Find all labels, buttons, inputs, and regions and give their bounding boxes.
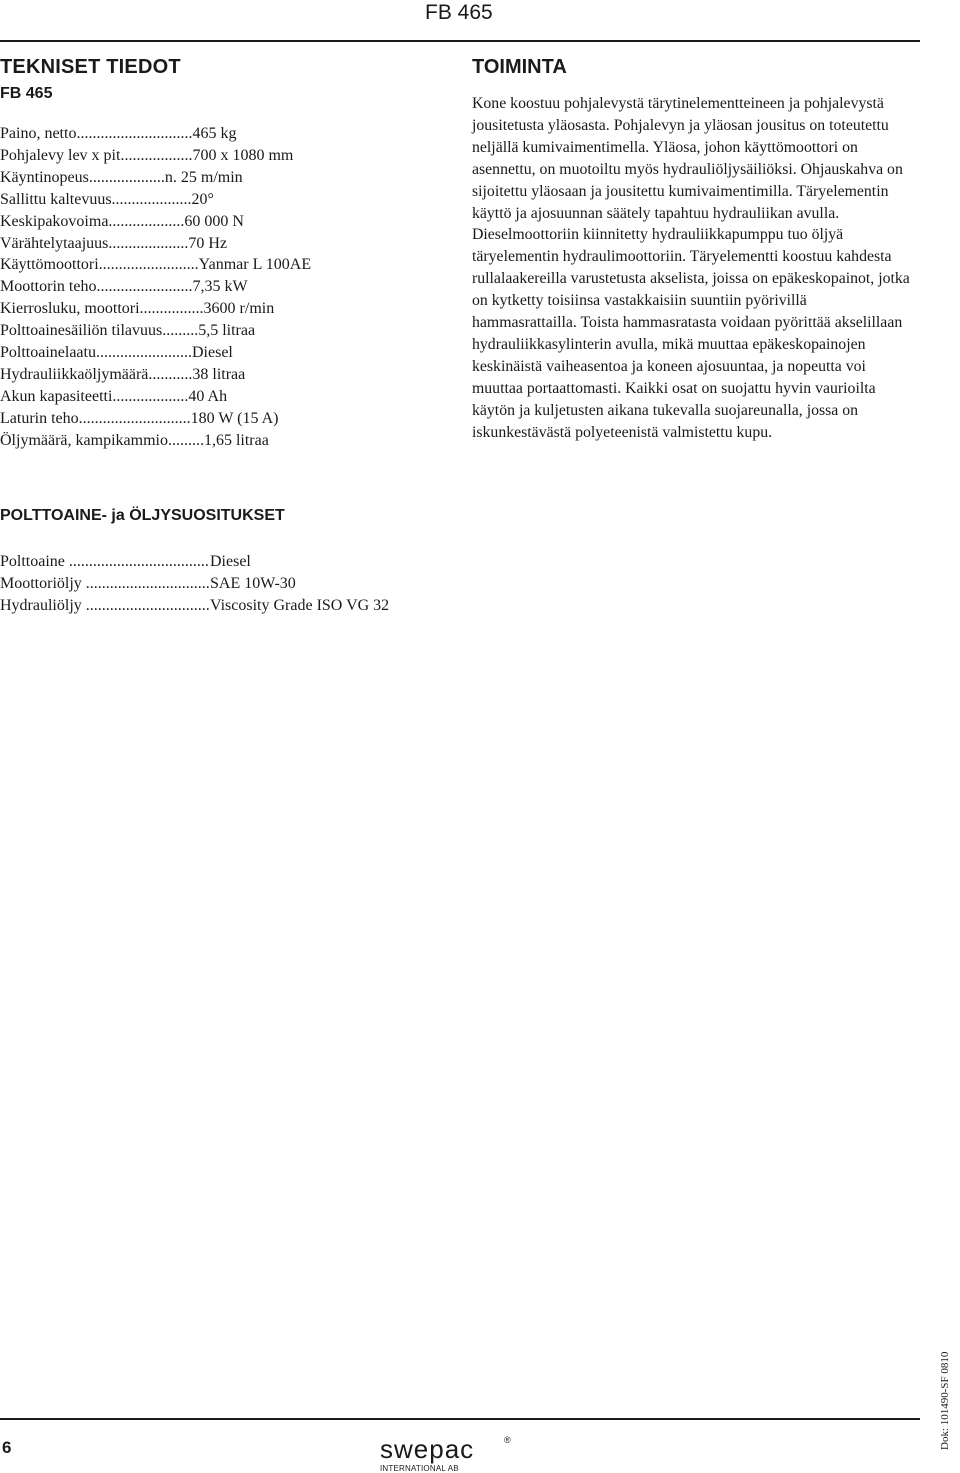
spec-label: Polttoainelaatu: [0, 344, 96, 362]
spec-row: [0, 233, 440, 255]
spec-row: [0, 254, 440, 276]
spec-value: 180 W (15 A): [190, 409, 279, 427]
spec-row: [0, 123, 440, 145]
spec-row: [0, 364, 440, 386]
spec-label: Kierrosluku, moottori: [0, 300, 140, 318]
spec-value: 1,65 litraa: [203, 431, 269, 449]
spec-row: [0, 211, 440, 233]
oil-label: Hydrauliöljy .....: [0, 595, 210, 617]
page-number: 6: [2, 1438, 12, 1457]
spec-row: [0, 342, 440, 364]
document-code: Dok: 101490-SF 0810: [939, 1351, 951, 1450]
spec-leader-dots: ........................: [95, 344, 192, 362]
spec-row: [0, 408, 440, 430]
page-header-title: FB 465: [425, 1, 493, 24]
logo-wordmark: swepac: [380, 1434, 475, 1464]
spec-value: 38 litraa: [192, 365, 246, 383]
spec-label: Keskipakovoima: [0, 212, 109, 230]
logo-subtitle: INTERNATIONAL AB: [380, 1464, 459, 1473]
spec-value: Yanmar L 100AE: [198, 256, 312, 274]
oil-label: Moottoriöljy .....: [0, 573, 210, 595]
spec-value: n. 25 m/min: [164, 168, 243, 186]
oil-value: Viscosity Grade ISO VG 32: [210, 596, 390, 614]
spec-leader-dots: .........: [162, 322, 199, 340]
spec-label: Värähtelytaajuus: [0, 234, 109, 252]
spec-value: 40 Ah: [188, 387, 228, 405]
spec-row: [0, 320, 440, 342]
spec-row: [0, 145, 440, 167]
spec-label: Laturin teho: [0, 409, 79, 427]
spec-leader-dots: ................: [139, 300, 204, 318]
spec-label: Sallittu kaltevuus: [0, 190, 112, 208]
spec-label: Pohjalevy lev x pit: [0, 146, 121, 164]
spec-row: [0, 386, 440, 408]
spec-row: [0, 298, 440, 320]
spec-row: [0, 276, 440, 298]
spec-value: 60 000 N: [184, 212, 244, 230]
spec-leader-dots: ...................: [88, 168, 165, 186]
spec-label: Hydrauliikkaöljymäärä: [0, 365, 149, 383]
spec-value: 3600 r/min: [203, 300, 275, 318]
spec-value: 5,5 litraa: [198, 322, 256, 340]
oils-title: POLTTOAINE- ja ÖLJYSUOSITUKSET: [0, 507, 285, 524]
oil-value: SAE 10W-30: [210, 574, 296, 592]
oil-list: [0, 551, 389, 617]
spec-label: Moottorin teho: [0, 278, 97, 296]
spec-leader-dots: .............................: [76, 125, 193, 142]
function-body: Kone koostuu pohjalevystä tärytinelementteineen ja pohjalevystä jousitetusta yläosasta. Pohjalevyn ja yläosan jousitus on toteutettu neljällä kumivaimentimella. Yläosa, johon käyttömoottori on asennettu, on muotoiltu myös hydrauliöljysäiliöksi. Ohjauskahva on sijoitettu yläosaan ja jousitettu kumivaimentimilla. Täryelementin käyttö ja ajosuunnan säätely tapahtuu hydrauliikan avulla. Dieselmoottoriin kiinnitetty hydrauliikkapumppu tuo öljyä täryelementin hydraulimoottoriin. Täryelementti koostuu kahdesta rullalaakereilla varustetusta akselista, joissa on epäkeskopainot, jotka on kytketty toisiinsa vastakkaisiin suuntiin pyörivillä hammasrattailla. Toista hammasratasta voidaan pyörittää akselillaan hydrauliikkasylinterin avulla, mikä muuttaa epäkeskopainojen keskinäistä vaiheasentoa ja koneen ajosuuntaa, ja nopeutta voi muuttaa portaattomasti. Kaikki osat on suojattu hyvin vaurioilta käytön ja kuljetusten aikana tukevalla suojareunalla, jossa on iskunkestävästä polyeteenistä valmistettu kupu.: [472, 95, 910, 441]
header-rule: [0, 40, 920, 42]
model-subtitle: FB 465: [0, 85, 53, 102]
spec-leader-dots: ....................: [108, 234, 189, 252]
tech-specs-section: [0, 56, 440, 452]
spec-label: Käyttömoottori: [0, 256, 99, 274]
swepac-logo: [380, 1434, 520, 1473]
spec-row: [0, 167, 440, 189]
spec-label: Öljymäärä, kampikammio: [0, 431, 168, 449]
oil-value: Diesel: [210, 553, 251, 570]
oil-row: [0, 573, 389, 595]
spec-row: [0, 189, 440, 211]
spec-leader-dots: ....................: [111, 190, 192, 208]
spec-value: 20°: [191, 190, 214, 208]
spec-leader-dots: ...................: [108, 212, 185, 230]
spec-leader-dots: ...........: [148, 365, 193, 383]
spec-label: Polttoainesäiliön tilavuus: [0, 322, 163, 340]
spec-label: Käyntinopeus: [0, 168, 89, 186]
spec-list: [0, 123, 440, 452]
spec-label: Paino, netto: [0, 125, 77, 142]
footer-rule: [0, 1418, 920, 1420]
spec-leader-dots: ............................: [78, 409, 191, 427]
spec-leader-dots: ...................: [112, 387, 189, 405]
spec-value: 7,35 kW: [192, 278, 248, 296]
spec-value: 465 kg: [192, 125, 237, 142]
tech-specs-title: TEKNISET TIEDOT: [0, 56, 181, 78]
oil-label: Polttoaine .....: [0, 551, 210, 573]
spec-leader-dots: ..................: [120, 146, 193, 164]
function-title: TOIMINTA: [472, 56, 567, 78]
spec-leader-dots: ........................: [96, 278, 193, 296]
spec-leader-dots: .........: [167, 431, 204, 449]
logo-registered-mark: ®: [504, 1435, 511, 1445]
spec-leader-dots: .........................: [98, 256, 199, 274]
spec-value: 700 x 1080 mm: [192, 146, 294, 164]
spec-value: Diesel: [191, 344, 233, 362]
oil-row: [0, 551, 389, 573]
spec-row: [0, 430, 440, 452]
spec-value: 70 Hz: [188, 234, 228, 252]
spec-label: Akun kapasiteetti: [0, 387, 113, 405]
oil-row: [0, 595, 389, 617]
function-section: [472, 56, 912, 444]
